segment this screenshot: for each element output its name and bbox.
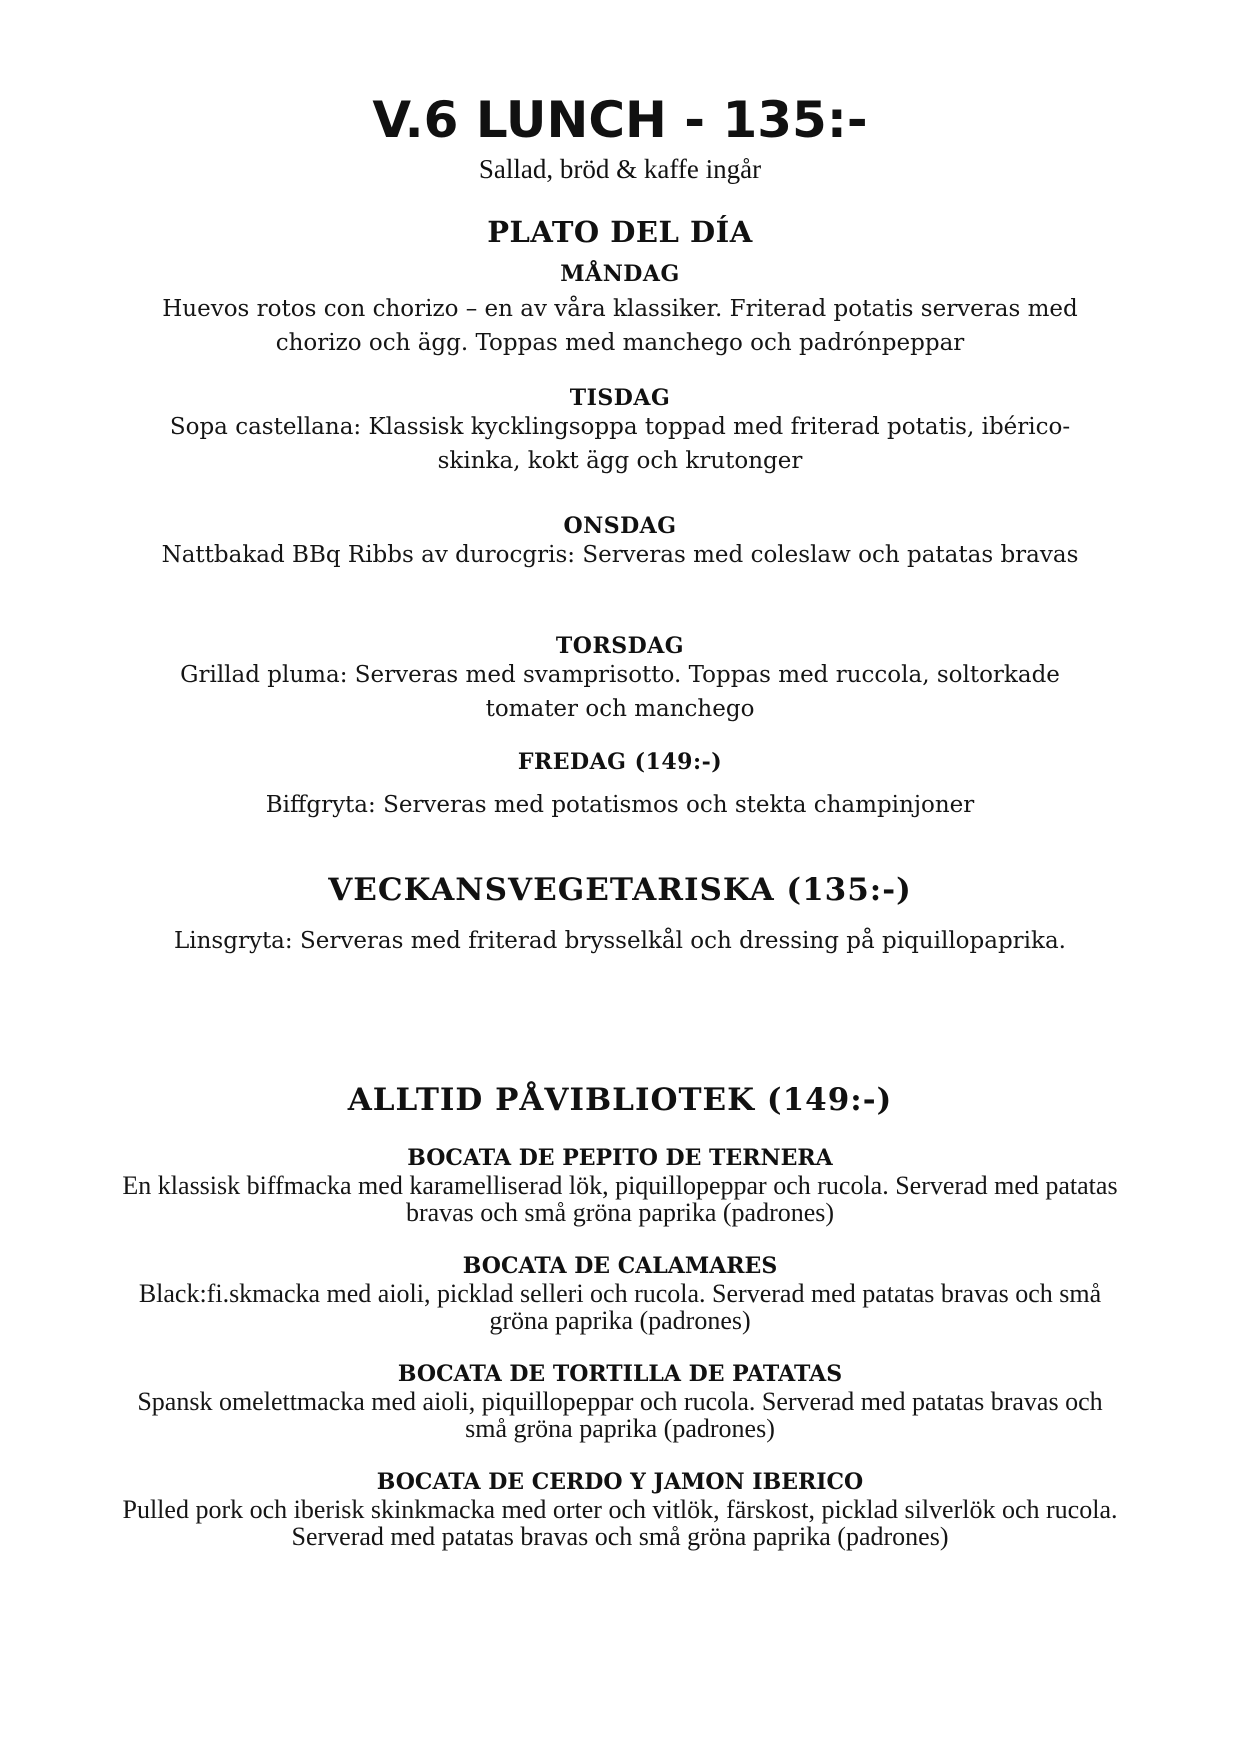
item-description-cerdo: Pulled pork och iberisk skinkmacka med orter och vitlök, färskost, picklad silverlök och rucola. Serverad med patatas bravas och små gröna paprika (padrones)	[122, 1495, 1118, 1551]
item-description-pepito: En klassisk biffmacka med karamelliserad lök, piquillopeppar och rucola. Serverad med patatas bravas och små gröna paprika (padrones)	[122, 1171, 1118, 1227]
page-title: V.6 LUNCH - 135:-	[372, 91, 868, 149]
section-heading-always: ALLTID PÅVIBLIOTEK (149:-)	[347, 1082, 893, 1118]
page-subtitle: Sallad, bröd & kaffe ingår	[478, 154, 762, 184]
item-description-calamares: Black:fi.skmacka med aioli, picklad selleri och rucola. Serverad med patatas bravas och små gröna paprika (padrones)	[138, 1279, 1102, 1335]
item-heading-tortilla: BOCATA DE TORTILLA DE PATATAS	[397, 1361, 843, 1387]
day-heading-thursday: TORSDAG	[555, 633, 685, 659]
day-heading-monday: MÅNDAG	[560, 261, 680, 287]
vegetarian-description: Linsgryta: Serveras med friterad brysselkål och dressing på piquillopaprika.	[173, 928, 1066, 954]
day-description-tuesday: Sopa castellana: Klassisk kycklingsoppa toppad med friterad potatis, ibérico-skinka, kokt ägg och krutonger	[169, 414, 1071, 474]
item-heading-calamares: BOCATA DE CALAMARES	[462, 1253, 778, 1279]
day-heading-friday: FREDAG (149:-)	[517, 749, 723, 775]
item-heading-pepito: BOCATA DE PEPITO DE TERNERA	[407, 1145, 833, 1171]
day-description-monday: Huevos rotos con chorizo – en av våra klassiker. Friterad potatis serveras med chorizo och ägg. Toppas med manchego och padrónpeppar	[162, 296, 1078, 356]
section-heading-plato-del-dia: PLATO DEL DÍA	[487, 215, 753, 249]
day-description-thursday: Grillad pluma: Serveras med svamprisotto. Toppas med ruccola, soltorkade tomater och manchego	[180, 662, 1060, 722]
item-description-tortilla: Spansk omelettmacka med aioli, piquillopeppar och rucola. Serverad med patatas bravas och små gröna paprika (padrones)	[137, 1387, 1103, 1443]
day-heading-wednesday: ONSDAG	[563, 513, 677, 539]
item-heading-cerdo: BOCATA DE CERDO Y JAMON IBERICO	[376, 1469, 864, 1495]
day-description-wednesday: Nattbakad BBq Ribbs av durocgris: Serveras med coleslaw och patatas bravas	[161, 542, 1079, 568]
day-heading-tuesday: TISDAG	[569, 385, 671, 411]
day-description-friday: Biffgryta: Serveras med potatismos och stekta champinjoner	[265, 792, 975, 818]
section-heading-vegetarian: VECKANSVEGETARISKA (135:-)	[328, 872, 912, 908]
